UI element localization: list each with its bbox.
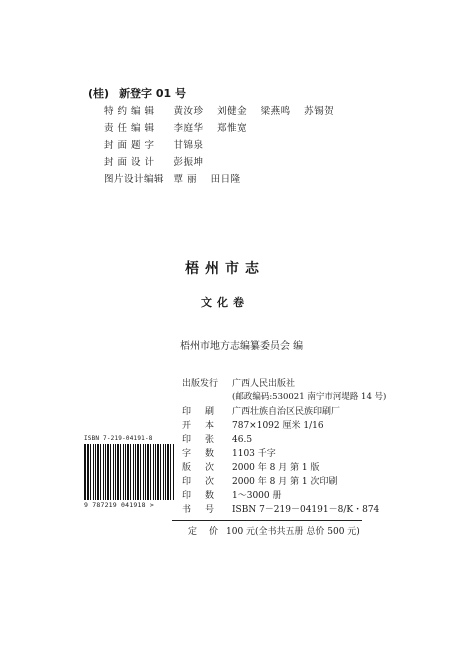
sheets-row xyxy=(182,432,252,445)
copies-row xyxy=(182,488,282,501)
publisher-row xyxy=(182,376,295,389)
credit-role: 图片设计编辑 xyxy=(104,174,165,185)
credit-name: 彭振坤 xyxy=(173,157,204,168)
copies-label: 印数 xyxy=(182,491,229,501)
words-label: 字数 xyxy=(182,449,229,459)
isbn-row xyxy=(182,502,379,515)
isbn-value: ISBN 7－219－04191－8/K・874 xyxy=(232,505,380,515)
impression-row xyxy=(182,474,338,487)
registration-text: 新登字 01 号 xyxy=(119,87,187,100)
credit-name: 黄汝珍 xyxy=(173,106,204,117)
price-label: 定价 xyxy=(188,527,231,537)
edition-row xyxy=(182,460,320,473)
credit-name: 苏锡贺 xyxy=(304,106,335,117)
credit-row xyxy=(104,137,214,151)
format-value: 787×1092 厘米 1/16 xyxy=(232,421,324,431)
book-title: 梧州市志 xyxy=(185,261,265,277)
publisher-label: 出版发行 xyxy=(182,379,219,389)
isbn-label: 书号 xyxy=(182,505,229,515)
format-row xyxy=(182,418,324,431)
credit-row xyxy=(104,154,214,168)
impression-label: 印次 xyxy=(182,477,229,487)
price-value: 100 元(全书共五册 总价 500 元) xyxy=(226,527,360,537)
publisher-address: (邮政编码:530021 南宁市河堤路 14 号) xyxy=(232,392,387,402)
credit-name: 甘锦泉 xyxy=(173,140,204,151)
sheets-value: 46.5 xyxy=(232,435,253,445)
edition-value: 2000 年 8 月 第 1 版 xyxy=(232,463,320,473)
credit-name: 李庭华 xyxy=(173,123,204,134)
printer-row xyxy=(182,404,340,417)
edition-label: 版次 xyxy=(182,463,229,473)
printer-label: 印刷 xyxy=(182,407,229,417)
credit-row xyxy=(104,103,344,117)
sheets-label: 印张 xyxy=(182,435,229,445)
publisher-value: 广西人民出版社 xyxy=(232,379,296,389)
barcode-bars xyxy=(84,444,174,500)
price-row xyxy=(188,524,360,537)
price-divider xyxy=(172,520,362,521)
registration-line xyxy=(88,85,186,101)
credit-role: 封 面 设 计 xyxy=(104,157,155,168)
copies-value: 1～3000 册 xyxy=(232,491,282,501)
barcode-isbn-text: ISBN 7-219-04191-8 xyxy=(84,435,153,442)
book-subtitle: 文化卷 xyxy=(201,296,249,309)
credit-name: 梁燕鸣 xyxy=(260,106,291,117)
words-row xyxy=(182,446,276,459)
credit-name: 覃 丽 xyxy=(173,174,198,185)
words-value: 1103 千字 xyxy=(232,449,276,459)
barcode-number: 9 787219 041918 > xyxy=(84,501,154,509)
impression-value: 2000 年 8 月 第 1 次印刷 xyxy=(232,477,338,487)
credit-role: 封 面 题 字 xyxy=(104,140,155,151)
editor-credit: 梧州市地方志编纂委员会 编 xyxy=(180,341,304,352)
credit-name: 刘健金 xyxy=(217,106,248,117)
printer-value: 广西壮族自治区民族印刷厂 xyxy=(232,407,341,417)
credit-role: 特 约 编 辑 xyxy=(104,106,155,117)
credit-role: 责 任 编 辑 xyxy=(104,123,155,134)
credit-name: 田日隆 xyxy=(210,174,241,185)
credit-row xyxy=(104,120,257,134)
barcode xyxy=(84,435,174,509)
format-label: 开本 xyxy=(182,421,229,431)
registration-prefix: (桂) xyxy=(88,87,110,100)
credit-name: 郑惟宽 xyxy=(217,123,248,134)
credit-row xyxy=(104,171,251,185)
